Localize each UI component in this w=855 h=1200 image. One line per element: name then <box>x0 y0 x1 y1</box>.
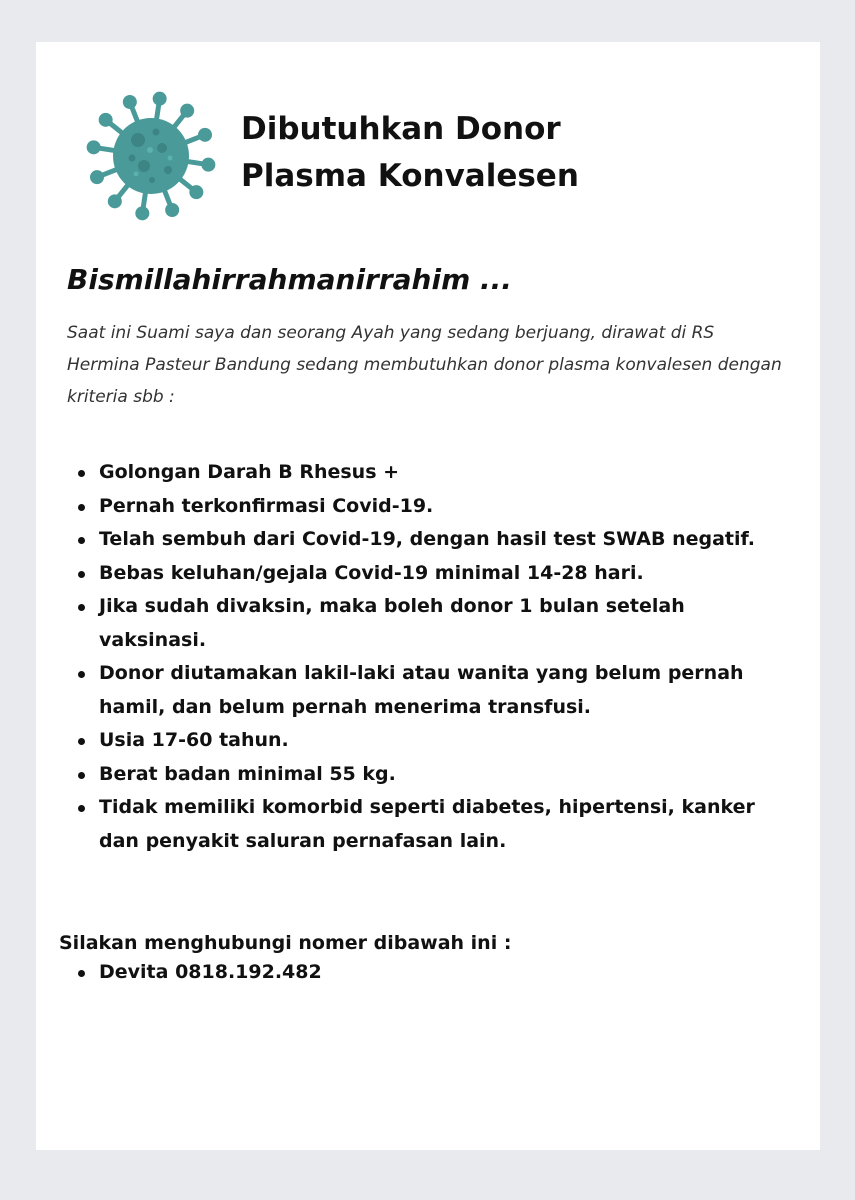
criteria-item <box>74 557 794 591</box>
criteria-text: Berat badan minimal 55 kg. <box>99 762 396 785</box>
criteria-item <box>74 758 794 792</box>
bullet-icon <box>78 604 85 611</box>
criteria-text: Pernah terkonfirmasi Covid-19. <box>99 494 434 517</box>
bullet-icon <box>78 571 85 578</box>
bullet-icon <box>78 970 85 977</box>
title-line-2: Plasma Konvalesen <box>241 158 579 194</box>
criteria-item <box>74 657 794 724</box>
criteria-item <box>74 456 794 490</box>
bullet-icon <box>78 537 85 544</box>
criteria-item <box>74 590 794 657</box>
criteria-text: Telah sembuh dari Covid-19, dengan hasil test SWAB negatif. <box>99 528 755 550</box>
criteria-text: Usia 17-60 tahun. <box>99 729 289 751</box>
bullet-icon <box>78 738 85 745</box>
criteria-item <box>74 490 794 524</box>
title-line-1: Dibutuhkan Donor <box>241 111 561 147</box>
criteria-item <box>74 724 794 758</box>
criteria-item <box>74 523 794 557</box>
intro-paragraph: Saat ini Suami saya dan seorang Ayah yang sedang berjuang, dirawat di RS Hermina Pasteur Bandung sedang membutuhkan donor plasma konvalesen dengan kriteria sbb : <box>67 323 782 407</box>
bullet-icon <box>78 805 85 812</box>
contact-item <box>74 956 674 990</box>
criteria-text: Bebas keluhan/gejala Covid-19 minimal 14-28 hari. <box>99 561 644 584</box>
virus-icon <box>80 88 222 224</box>
bullet-icon <box>78 772 85 779</box>
criteria-text: Tidak memiliki komorbid seperti diabetes, hipertensi, kanker dan penyakit saluran pernafasan lain. <box>99 796 755 852</box>
page-title <box>241 106 641 200</box>
criteria-text: Golongan Darah B Rhesus + <box>99 461 400 483</box>
contact-text: Devita 0818.192.482 <box>99 961 322 983</box>
criteria-item <box>74 791 794 858</box>
contact-list <box>74 956 674 990</box>
flyer-card <box>36 42 820 1150</box>
contact-heading: Silakan menghubungi nomer dibawah ini : <box>59 932 512 954</box>
bullet-icon <box>78 504 85 511</box>
bullet-icon <box>78 470 85 477</box>
criteria-text: Jika sudah divaksin, maka boleh donor 1 bulan setelah vaksinasi. <box>99 595 685 651</box>
criteria-list <box>74 456 794 858</box>
greeting-heading: Bismillahirrahmanirrahim ... <box>67 263 512 296</box>
criteria-text: Donor diutamakan lakil-laki atau wanita yang belum pernah hamil, dan belum pernah menerima transfusi. <box>99 662 744 718</box>
bullet-icon <box>78 671 85 678</box>
